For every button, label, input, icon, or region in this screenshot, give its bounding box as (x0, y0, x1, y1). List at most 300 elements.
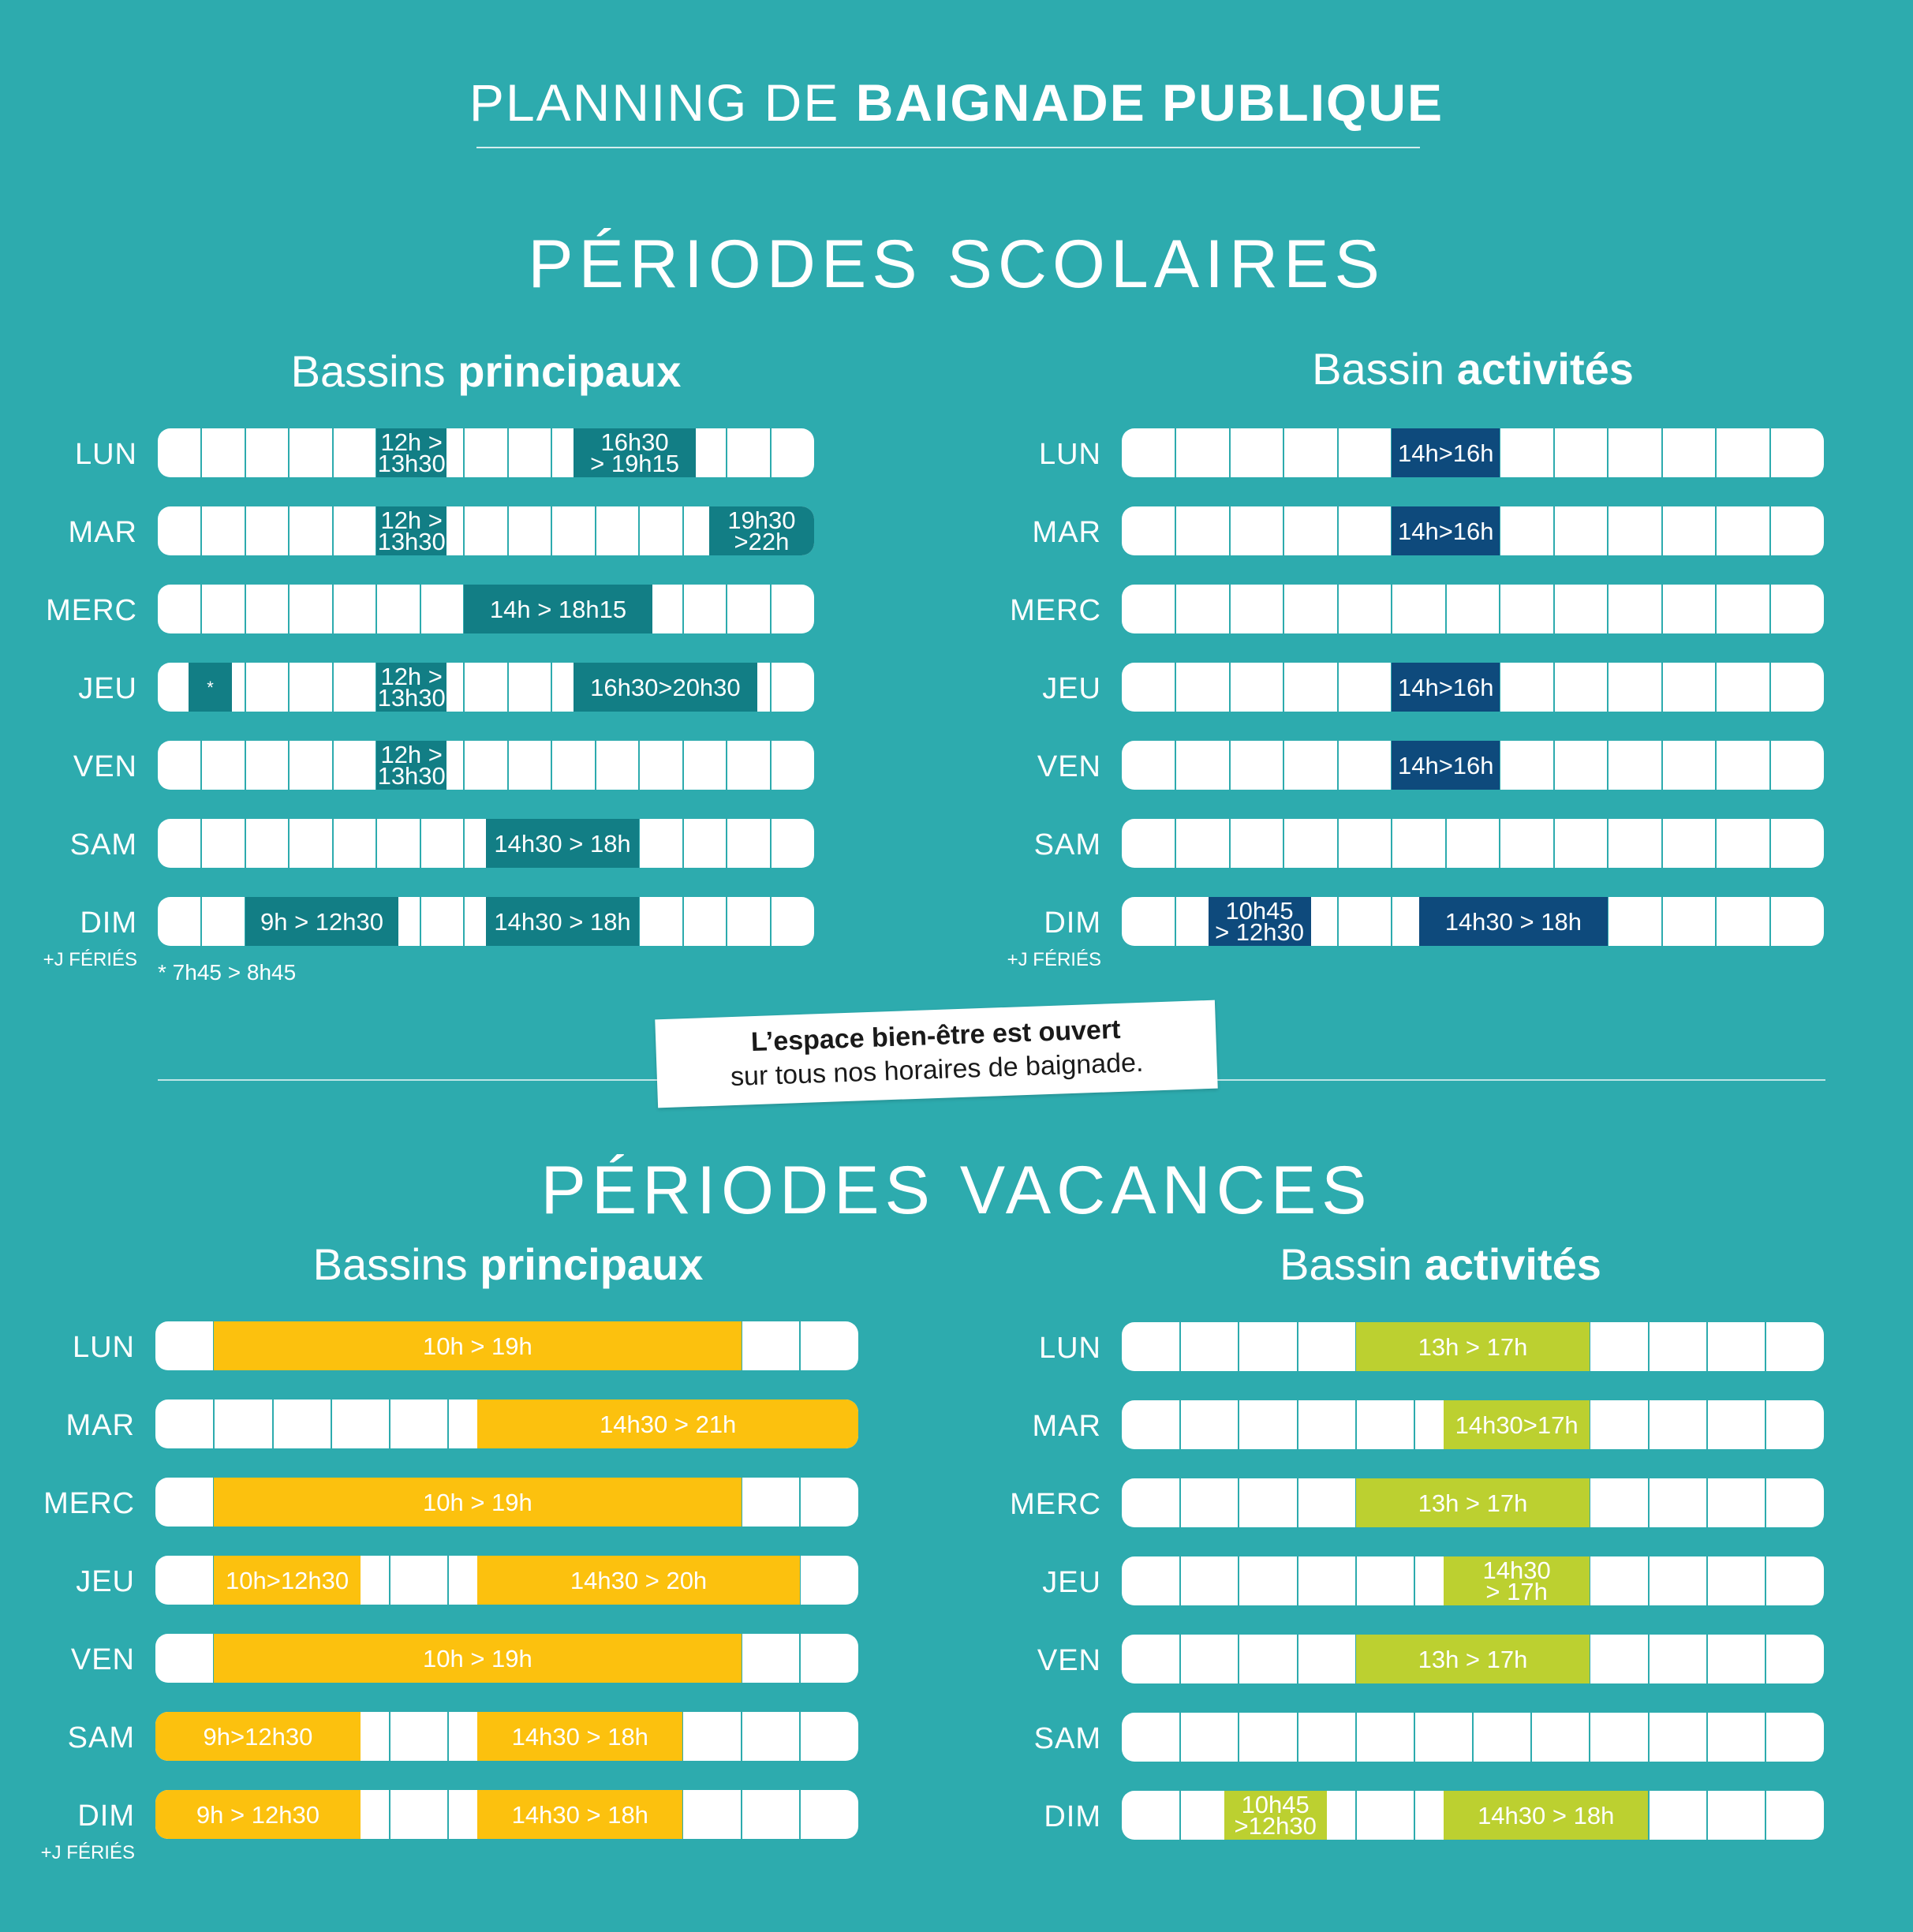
grid-line (1297, 1322, 1298, 1371)
grid-line (1648, 1400, 1650, 1449)
grid-line (200, 897, 202, 946)
grid-line (1607, 428, 1608, 477)
grid-line (1553, 585, 1555, 633)
grid-line (799, 1478, 801, 1527)
grid-line (1706, 1713, 1708, 1762)
grid-line (1765, 1478, 1766, 1527)
time-slot: 9h > 12h30 (245, 897, 398, 946)
grid-line (1589, 1713, 1590, 1762)
holiday-note: +J FÉRIÉS (43, 949, 137, 970)
schedule-bar (1122, 428, 1824, 477)
grid-line (200, 585, 202, 633)
schedule-bar (158, 663, 814, 712)
grid-line (741, 1712, 742, 1761)
grid-line (376, 819, 377, 868)
grid-line (799, 1321, 801, 1370)
grid-line (200, 819, 202, 868)
schedule-bar (155, 1478, 858, 1527)
grid-line (331, 1399, 332, 1448)
panel-title-bold: activités (1456, 344, 1634, 394)
grid-line (288, 428, 290, 477)
grid-line (245, 819, 246, 868)
day-label: VEN (70, 1643, 135, 1676)
grid-line (1706, 1322, 1708, 1371)
schedule-bar (158, 506, 814, 555)
time-slot: 9h>12h30 (155, 1712, 361, 1761)
grid-line (1355, 1556, 1357, 1605)
time-slot: 14h30>17h (1444, 1400, 1590, 1449)
panel-title-scolaires-activites (1122, 343, 1824, 394)
grid-line (1715, 585, 1717, 633)
grid-line (1769, 897, 1771, 946)
time-slot: 10h > 19h (214, 1321, 741, 1370)
day-label: DIM (77, 1799, 135, 1833)
day-label: MAR (65, 1409, 135, 1442)
time-slot: 14h30 > 18h (486, 897, 639, 946)
grid-line (1355, 1791, 1357, 1840)
grid-line (1706, 1635, 1708, 1683)
grid-line (638, 506, 640, 555)
grid-line (1283, 585, 1284, 633)
grid-line (1769, 428, 1771, 477)
time-slot: 13h > 17h (1356, 1322, 1590, 1371)
grid-line (1661, 897, 1663, 946)
schedule-bar (158, 819, 814, 868)
grid-line (463, 741, 465, 790)
grid-line (1297, 1478, 1298, 1527)
grid-line (1765, 1556, 1766, 1605)
panel-title-vacances-principaux (158, 1239, 858, 1290)
grid-line (1229, 506, 1231, 555)
day-label: DIM (80, 906, 137, 940)
grid-line (1769, 663, 1771, 712)
grid-line (1499, 585, 1500, 633)
grid-line (1661, 506, 1663, 555)
grid-line (799, 1634, 801, 1683)
grid-line (1238, 1713, 1239, 1762)
grid-line (1661, 819, 1663, 868)
day-label: JEU (78, 672, 137, 705)
time-slot: 14h>16h (1392, 741, 1500, 790)
grid-line (420, 585, 421, 633)
grid-line (1706, 1400, 1708, 1449)
holiday-note: +J FÉRIÉS (1007, 949, 1101, 970)
time-slot: 14h30 > 21h (477, 1399, 858, 1448)
grid-line (1179, 1635, 1181, 1683)
day-label: VEN (73, 750, 137, 783)
time-slot: 14h>16h (1392, 506, 1500, 555)
schedule-bar (1122, 741, 1824, 790)
time-slot: 16h30>20h30 (574, 663, 757, 712)
panel-title-light: Bassin (1312, 344, 1457, 394)
grid-line (1337, 428, 1339, 477)
grid-line (1445, 819, 1447, 868)
day-label: SAM (69, 828, 137, 861)
grid-line (1283, 428, 1284, 477)
schedule-bar (1122, 897, 1824, 946)
time-slot: 14h30 > 17h (1444, 1556, 1590, 1605)
grid-line (389, 1712, 390, 1761)
grid-line (1391, 897, 1392, 946)
schedule-bar (155, 1634, 858, 1683)
grid-line (1391, 819, 1392, 868)
holiday-note: +J FÉRIÉS (40, 1842, 135, 1863)
grid-line (1283, 741, 1284, 790)
time-slot: 14h30 > 18h (477, 1790, 682, 1839)
grid-line (1238, 1478, 1239, 1527)
grid-line (1648, 1635, 1650, 1683)
grid-line (288, 741, 290, 790)
grid-line (1229, 585, 1231, 633)
grid-line (1607, 506, 1608, 555)
grid-line (799, 1790, 801, 1839)
grid-line (1648, 1556, 1650, 1605)
grid-line (1175, 663, 1176, 712)
grid-line (1715, 897, 1717, 946)
grid-line (245, 506, 246, 555)
grid-line (1337, 897, 1339, 946)
schedule-bar (155, 1399, 858, 1448)
grid-line (245, 741, 246, 790)
grid-line (1337, 663, 1339, 712)
grid-line (551, 663, 552, 712)
grid-line (1769, 819, 1771, 868)
grid-line (1553, 741, 1555, 790)
grid-line (682, 585, 684, 633)
day-label: MAR (1032, 1410, 1101, 1443)
grid-line (1706, 1791, 1708, 1840)
grid-line (1175, 897, 1176, 946)
grid-line (1765, 1635, 1766, 1683)
time-slot: 10h > 19h (214, 1478, 741, 1527)
day-label: SAM (1033, 1722, 1101, 1755)
schedule-bar (155, 1712, 858, 1761)
grid-line (507, 741, 509, 790)
grid-line (726, 819, 727, 868)
time-slot: 12h > 13h30 (377, 741, 446, 790)
grid-line (770, 897, 772, 946)
panel-title-light: Bassins (312, 1239, 480, 1289)
time-slot: 12h > 13h30 (377, 663, 446, 712)
grid-line (463, 506, 465, 555)
grid-line (1337, 585, 1339, 633)
grid-line (389, 1790, 390, 1839)
grid-line (682, 819, 684, 868)
grid-line (1715, 663, 1717, 712)
grid-line (332, 819, 334, 868)
schedule-bar (1122, 506, 1824, 555)
grid-line (463, 428, 465, 477)
grid-line (1297, 1713, 1298, 1762)
grid-line (1238, 1400, 1239, 1449)
time-slot: * (189, 663, 232, 712)
grid-line (770, 428, 772, 477)
grid-line (1179, 1478, 1181, 1527)
grid-line (551, 428, 552, 477)
schedule-bar (158, 897, 814, 946)
time-slot: 10h45 > 12h30 (1209, 897, 1311, 946)
wellness-note-line2: sur tous nos horaires de baignade. (730, 1047, 1144, 1093)
time-slot: 14h30 > 18h (486, 819, 639, 868)
title-underline (476, 147, 1420, 148)
grid-line (682, 897, 684, 946)
day-label: DIM (1044, 1800, 1101, 1833)
day-label: JEU (1042, 1566, 1101, 1599)
grid-line (1715, 741, 1717, 790)
grid-line (463, 819, 465, 868)
grid-line (1607, 819, 1608, 868)
grid-line (1337, 741, 1339, 790)
grid-line (1661, 741, 1663, 790)
grid-line (799, 1712, 801, 1761)
grid-line (1179, 1400, 1181, 1449)
grid-line (1297, 1400, 1298, 1449)
time-slot: 12h > 13h30 (377, 428, 446, 477)
grid-line (1769, 506, 1771, 555)
panel-title-bold: activités (1424, 1239, 1601, 1289)
grid-line (726, 428, 727, 477)
panel-title-vacances-activites (1122, 1239, 1759, 1290)
day-label: DIM (1044, 906, 1101, 940)
grid-line (447, 1399, 449, 1448)
day-label: LUN (1038, 438, 1101, 471)
grid-line (332, 585, 334, 633)
grid-line (1179, 1791, 1181, 1840)
footnote: * 7h45 > 8h45 (158, 960, 297, 985)
grid-line (770, 741, 772, 790)
grid-line (1337, 819, 1339, 868)
time-slot: 14h30 > 20h (477, 1556, 799, 1605)
day-label: LUN (72, 1331, 135, 1364)
grid-line (1355, 1400, 1357, 1449)
schedule-bar (155, 1321, 858, 1370)
grid-line (1553, 428, 1555, 477)
grid-line (1283, 506, 1284, 555)
grid-line (507, 663, 509, 712)
grid-line (1414, 1791, 1415, 1840)
day-label: MAR (1032, 516, 1101, 549)
day-label: LUN (74, 438, 137, 471)
grid-line (447, 1712, 449, 1761)
grid-line (638, 741, 640, 790)
grid-line (389, 1556, 390, 1605)
schedule-bar (1122, 663, 1824, 712)
grid-line (1553, 663, 1555, 712)
time-slot: 14h30 > 18h (477, 1712, 682, 1761)
schedule-bar (1122, 1478, 1824, 1527)
schedule-bar (1122, 1400, 1824, 1449)
grid-line (200, 741, 202, 790)
grid-line (1765, 1322, 1766, 1371)
time-slot: 10h > 19h (214, 1634, 741, 1683)
grid-line (726, 741, 727, 790)
grid-line (1769, 741, 1771, 790)
panel-title-bold: principaux (458, 346, 682, 396)
grid-line (507, 506, 509, 555)
grid-line (1175, 741, 1176, 790)
grid-line (213, 1399, 215, 1448)
grid-line (200, 506, 202, 555)
panel-title-light: Bassin (1280, 1239, 1425, 1289)
schedule-bar (155, 1556, 858, 1605)
grid-line (1414, 1400, 1415, 1449)
grid-line (1175, 506, 1176, 555)
grid-line (389, 1399, 390, 1448)
day-label: VEN (1037, 1644, 1101, 1677)
grid-line (420, 897, 421, 946)
schedule-bar (1122, 1791, 1824, 1840)
time-slot: 13h > 17h (1356, 1635, 1590, 1683)
schedule-bar (158, 741, 814, 790)
grid-line (1607, 741, 1608, 790)
day-label: JEU (76, 1565, 135, 1598)
grid-line (1337, 506, 1339, 555)
wellness-note-card (655, 1000, 1217, 1108)
grid-line (245, 585, 246, 633)
time-slot: 10h45 >12h30 (1224, 1791, 1327, 1840)
grid-line (1607, 663, 1608, 712)
grid-line (595, 741, 596, 790)
grid-line (1229, 663, 1231, 712)
grid-line (682, 506, 684, 555)
day-label: MERC (46, 594, 137, 627)
panel-title-bold: principaux (480, 1239, 704, 1289)
grid-line (1179, 1322, 1181, 1371)
grid-line (726, 897, 727, 946)
schedule-bar (1122, 1635, 1824, 1683)
schedule-bar (158, 428, 814, 477)
grid-line (1179, 1713, 1181, 1762)
grid-line (288, 506, 290, 555)
grid-line (1499, 819, 1500, 868)
grid-line (1238, 1322, 1239, 1371)
schedule-bar (155, 1790, 858, 1839)
time-slot: 14h30 > 18h (1419, 897, 1608, 946)
day-label: MERC (43, 1487, 135, 1520)
grid-line (1175, 819, 1176, 868)
grid-line (770, 663, 772, 712)
grid-line (1229, 819, 1231, 868)
schedule-bar (1122, 585, 1824, 633)
grid-line (1715, 819, 1717, 868)
panel-title-scolaires-principaux (158, 346, 814, 397)
grid-line (272, 1399, 274, 1448)
grid-line (1661, 663, 1663, 712)
grid-line (551, 741, 552, 790)
time-slot: 16h30 > 19h15 (574, 428, 696, 477)
grid-line (1553, 819, 1555, 868)
schedule-bar (158, 585, 814, 633)
poster-title-bold: BAIGNADE PUBLIQUE (855, 73, 1444, 132)
grid-line (1648, 1322, 1650, 1371)
grid-line (332, 428, 334, 477)
grid-line (447, 1556, 449, 1605)
grid-line (1414, 1713, 1415, 1762)
grid-line (1661, 585, 1663, 633)
time-slot: 14h30 > 18h (1444, 1791, 1649, 1840)
grid-line (245, 663, 246, 712)
grid-line (1765, 1400, 1766, 1449)
day-label: MERC (1010, 1488, 1101, 1521)
time-slot: 13h > 17h (1356, 1478, 1590, 1527)
grid-line (332, 663, 334, 712)
grid-line (332, 741, 334, 790)
day-label: MERC (1010, 594, 1101, 627)
grid-line (1238, 1556, 1239, 1605)
grid-line (200, 428, 202, 477)
grid-line (1175, 428, 1176, 477)
grid-line (288, 585, 290, 633)
grid-line (595, 506, 596, 555)
grid-line (507, 428, 509, 477)
grid-line (1715, 506, 1717, 555)
grid-line (682, 741, 684, 790)
day-label: LUN (1038, 1332, 1101, 1365)
grid-line (1715, 428, 1717, 477)
grid-line (770, 819, 772, 868)
grid-line (726, 585, 727, 633)
time-slot: 9h > 12h30 (155, 1790, 361, 1839)
day-label: MAR (68, 516, 137, 549)
grid-line (1769, 585, 1771, 633)
grid-line (1445, 585, 1447, 633)
grid-line (1472, 1713, 1474, 1762)
grid-line (1391, 585, 1392, 633)
grid-line (1229, 428, 1231, 477)
grid-line (1297, 1635, 1298, 1683)
grid-line (332, 506, 334, 555)
grid-line (1297, 1556, 1298, 1605)
grid-line (1175, 585, 1176, 633)
time-slot: 14h>16h (1392, 663, 1500, 712)
time-slot: 14h > 18h15 (464, 585, 652, 633)
grid-line (288, 819, 290, 868)
grid-line (463, 663, 465, 712)
grid-line (1648, 1478, 1650, 1527)
schedule-bar (1122, 819, 1824, 868)
grid-line (1414, 1556, 1415, 1605)
grid-line (245, 428, 246, 477)
grid-line (770, 585, 772, 633)
schedule-bar (1122, 1713, 1824, 1762)
grid-line (1238, 1635, 1239, 1683)
grid-line (376, 585, 377, 633)
time-slot: 10h>12h30 (214, 1556, 361, 1605)
grid-line (447, 1790, 449, 1839)
grid-line (1355, 1713, 1357, 1762)
grid-line (1283, 663, 1284, 712)
day-label: SAM (67, 1721, 135, 1754)
time-slot: 12h > 13h30 (377, 506, 446, 555)
grid-line (1607, 585, 1608, 633)
grid-line (288, 663, 290, 712)
section-title-scolaires: PÉRIODES SCOLAIRES (528, 226, 1385, 302)
grid-line (1765, 1713, 1766, 1762)
grid-line (1530, 1713, 1532, 1762)
grid-line (1648, 1713, 1650, 1762)
time-slot: 19h30 >22h (709, 506, 814, 555)
poster-title (0, 73, 1913, 133)
section-title-vacances: PÉRIODES VACANCES (540, 1153, 1373, 1228)
grid-line (551, 506, 552, 555)
day-label: VEN (1037, 750, 1101, 783)
grid-line (1229, 741, 1231, 790)
grid-line (1553, 506, 1555, 555)
grid-line (1179, 1556, 1181, 1605)
schedule-bar (1122, 1322, 1824, 1371)
grid-line (1283, 819, 1284, 868)
grid-line (1706, 1478, 1708, 1527)
